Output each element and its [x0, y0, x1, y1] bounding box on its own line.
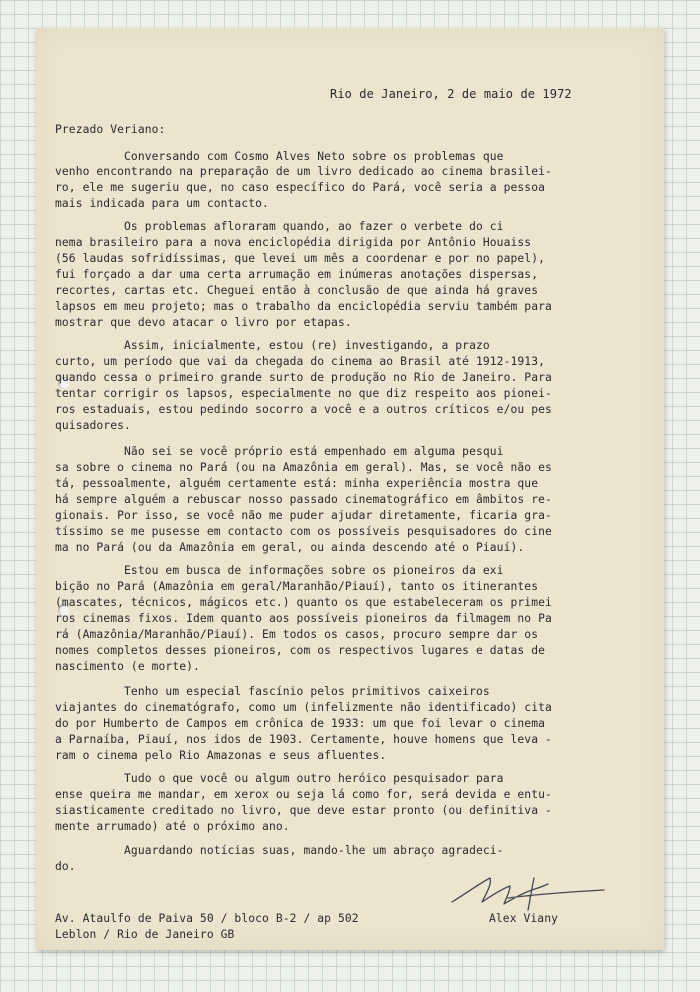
paragraph-3-line: quisadores.: [55, 419, 131, 432]
paragraph-7-line: mente arrumado) até o próximo ano.: [55, 820, 290, 833]
paragraph-4-line: tá, pessoalmente, alguém certamente está: minha experiência mostra que: [55, 477, 539, 490]
address-line: Av. Ataulfo de Paiva 50 / bloco B-2 / ap 502: [55, 912, 359, 925]
paragraph-2-line: recortes, cartas etc. Cheguei então à conclusão de que ainda há graves: [55, 284, 539, 297]
paragraph-1-line: Conversando com Cosmo Alves Neto sobre os problemas que: [55, 150, 504, 163]
letter-date: Rio de Janeiro, 2 de maio de 1972: [330, 87, 572, 101]
paragraph-7-line: siasticamente creditado no livro, que deve estar pronto (ou definitiva -: [55, 804, 552, 817]
paragraph-4-line: Não sei se você próprio está empenhado em alguma pesqui: [55, 445, 504, 458]
paragraph-4-line: sa sobre o cinema no Pará (ou na Amazônia em geral). Mas, se você não es: [55, 461, 552, 474]
paragraph-3-line: Assim, inicialmente, estou (re) investigando, a prazo: [55, 339, 490, 352]
paragraph-6-line: ram o cinema pelo Rio Amazonas e seus afluentes.: [55, 749, 387, 762]
paragraph-5-line: (mascates, técnicos, mágicos etc.) quanto os que estabeleceram os primei: [55, 596, 552, 609]
paragraph-6-line: Tenho um especial fascínio pelos primitivos caixeiros: [55, 685, 490, 698]
paragraph-6-line: viajantes do cinematógrafo, como um (infelizmente não identificado) cita: [55, 701, 552, 714]
paragraph-2-line: lapsos em meu projeto; mas o trabalho da enciclopédia serviu também para: [55, 300, 552, 313]
paragraph-6-line: do por Humberto de Campos em crônica de 1933: um que foi levar o cinema: [55, 717, 545, 730]
paragraph-2-line: mostrar que devo atacar o livro por etapas.: [55, 316, 352, 329]
paragraph-5-line: nomes completos desses pioneiros, com os respectivos lugares e datas de: [55, 644, 545, 657]
closing-line: do.: [55, 860, 76, 873]
paragraph-1-line: mais indicada para um contacto.: [55, 197, 269, 210]
paragraph-1-line: venho encontrando na preparação de um livro dedicado ao cinema brasilei-: [55, 165, 552, 178]
paragraph-1-line: ro, ele me sugeriu que, no caso específico do Pará, você seria a pessoa: [55, 181, 545, 194]
paragraph-3-line: tentar corrigir os lapsos, especialmente no que diz respeito aos pionei-: [55, 387, 552, 400]
paragraph-2-line: Os problemas afloraram quando, ao fazer o verbete do ci: [55, 220, 504, 233]
paragraph-3-line: curto, um período que vai da chegada do cinema ao Brasil até 1912-1913,: [55, 355, 545, 368]
paragraph-5-line: Estou em busca de informações sobre os pioneiros da exi: [55, 564, 504, 577]
paragraph-2-line: nema brasileiro para a nova enciclopédia dirigida por Antônio Houaiss: [55, 236, 532, 249]
address-line: Leblon / Rio de Janeiro GB: [55, 928, 235, 941]
paragraph-5-line: rá (Amazônia/Maranhão/Piauí). Em todos os casos, procuro sempre dar os: [55, 628, 539, 641]
paragraph-3-line: ros estaduais, estou pedindo socorro a você e a outros críticos e/ou pes: [55, 403, 552, 416]
paragraph-5-line: nascimento (e morte).: [55, 660, 200, 673]
sender-name: Alex Viany: [489, 912, 559, 925]
paragraph-4-line: gionais. Por isso, se você não me puder ajudar diretamente, ficaria gra-: [55, 509, 552, 522]
paragraph-4-line: tíssimo se me pusesse em contacto com os possíveis pesquisadores do cine: [55, 525, 552, 538]
paragraph-5-line: ros cinemas fixos. Idem quanto aos possíveis pioneiros da filmagem no Pa: [55, 612, 552, 625]
salutation: Prezado Veriano:: [55, 123, 166, 136]
paragraph-7-line: ense queira me mandar, em xerox ou seja lá como for, será devida e entu-: [55, 788, 552, 801]
paragraph-5-line: bição no Pará (Amazônia em geral/Maranhão/Piauí), tanto os itinerantes: [55, 580, 539, 593]
paragraph-2-line: (56 laudas sofridíssimas, que levei um mês a coordenar e por no papel),: [55, 252, 545, 265]
paragraph-4-line: ma no Pará (ou da Amazônia em geral, ou ainda descendo até o Piauí).: [55, 541, 525, 554]
paragraph-2-line: fui forçado a dar uma certa arrumação em inúmeras anotações dispersas,: [55, 268, 539, 281]
paragraph-7-line: Tudo o que você ou algum outro heróico pesquisador para: [55, 772, 504, 785]
paragraph-4-line: há sempre alguém a rebuscar nosso passado cinematográfico em âmbitos re-: [55, 493, 552, 506]
signature: [448, 872, 608, 912]
paragraph-6-line: a Parnaíba, Piauí, nos idos de 1903. Certamente, houve homens que leva -: [55, 733, 552, 746]
paragraph-3-line: quando cessa o primeiro grande surto de produção no Rio de Janeiro. Para: [55, 371, 552, 384]
closing-line: Aguardando notícias suas, mando-lhe um abraço agradeci-: [55, 844, 504, 857]
